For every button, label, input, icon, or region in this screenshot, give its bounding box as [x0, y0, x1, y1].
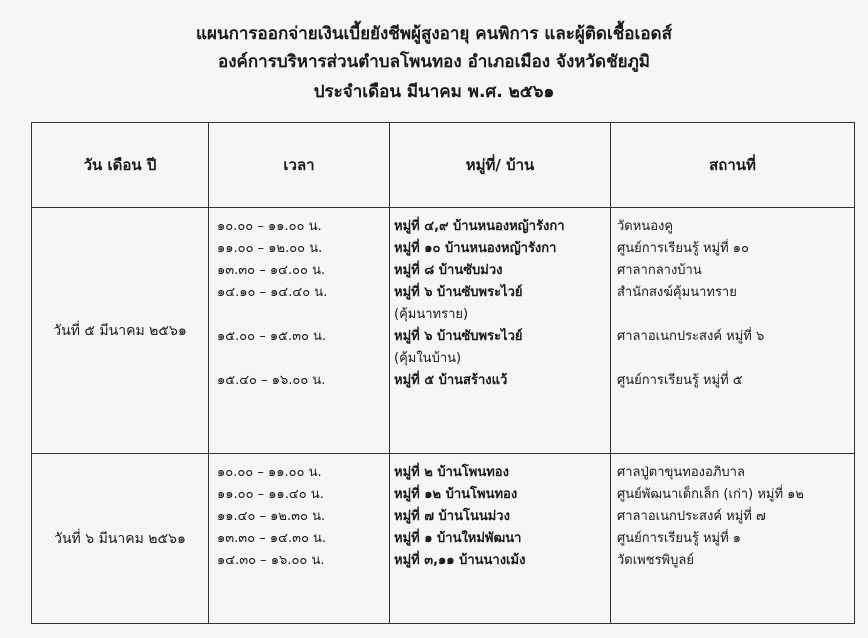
- place-cell: [611, 208, 855, 454]
- village-cell: [390, 454, 611, 624]
- village-text: หมู่ที่ ๕ บ้านสร้างแว้: [394, 373, 508, 388]
- village-entry: [394, 462, 610, 484]
- time-entry: ๑๐.๐๐ – ๑๑.๐๐ น.: [217, 465, 322, 480]
- time-entry: ๑๕.๔๐ – ๑๖.๐๐ น.: [217, 373, 326, 388]
- time-cell: [209, 454, 390, 624]
- time-entry: ๑๑.๐๐ – ๑๑.๔๐ น.: [217, 487, 324, 502]
- village-entry: [394, 506, 610, 528]
- village-text: หมู่ที่ ๔,๙ บ้านหนองหญ้ารังกา: [394, 219, 565, 234]
- village-note: (คุ้มในบ้าน): [394, 351, 462, 366]
- time-entry: ๑๑.๔๐ – ๑๒.๓๐ น.: [217, 509, 326, 524]
- village-entry: [394, 528, 610, 550]
- village-entry: [394, 370, 610, 392]
- village-entry: [394, 238, 610, 260]
- time-entry: ๑๐.๐๐ – ๑๑.๐๐ น.: [217, 219, 322, 234]
- village-entry: [394, 326, 610, 348]
- date-cell: วันที่ ๕ มีนาคม ๒๕๖๑: [32, 208, 209, 454]
- village-note: (คุ้มนาทราย): [394, 307, 469, 322]
- village-entry: [394, 216, 610, 238]
- place-entry: วัดเพชรพิบูลย์: [617, 553, 694, 568]
- place-entry: ศูนย์พัฒนาเด็กเล็ก (เก่า) หมู่ที่ ๑๒: [617, 487, 804, 502]
- village-entry: [394, 484, 610, 506]
- place-entry: ศาลาอเนกประสงค์ หมู่ที่ ๖: [617, 329, 765, 344]
- document-title: แผนการออกจ่ายเงินเบี้ยยังชีพผู้สูงอายุ คนพิการ และผู้ติดเชื้อเอดส์: [196, 24, 672, 44]
- place-cell: [611, 454, 855, 624]
- place-entry: ศูนย์การเรียนรู้ หมู่ที่ ๑๐: [617, 241, 749, 256]
- village-text: หมู่ที่ ๖ บ้านซับพระไวย์: [394, 285, 523, 300]
- header-place: สถานที่: [611, 123, 855, 208]
- village-entry: [394, 260, 610, 282]
- village-text: หมู่ที่ ๗ บ้านโนนม่วง: [394, 509, 510, 524]
- organization-line: องค์การบริหารส่วนตำบลโพนทอง อำเภอเมือง จังหวัดชัยภูมิ: [218, 52, 650, 72]
- month-line: ประจำเดือน มีนาคม พ.ศ. ๒๕๖๑: [313, 82, 555, 102]
- place-entry: สำนักสงฆ์คุ้มนาทราย: [617, 285, 737, 300]
- place-entry: วัดหนองคู: [617, 219, 674, 234]
- place-entry: ศาลาอเนกประสงค์ หมู่ที่ ๗: [617, 509, 766, 524]
- place-entry: ศาลปู่ตาขุนทองอภิบาล: [617, 465, 745, 480]
- village-entry: [394, 550, 610, 572]
- place-entry: ศูนย์การเรียนรู้ หมู่ที่ ๕: [617, 373, 743, 388]
- header-village: หมู่ที่/ บ้าน: [390, 123, 611, 208]
- header-row: [32, 123, 855, 208]
- time-entry: ๑๕.๐๐ – ๑๕.๓๐ น.: [217, 329, 327, 344]
- time-entry: ๑๓.๓๐ – ๑๔.๐๐ น.: [217, 263, 326, 278]
- village-text: หมู่ที่ ๑๐ บ้านหนองหญ้ารังกา: [394, 241, 557, 256]
- village-text: หมู่ที่ ๓,๑๑ บ้านนางเม้ง: [394, 553, 526, 568]
- time-entry: ๑๓.๓๐ – ๑๔.๓๐ น.: [217, 531, 327, 546]
- time-entry: ๑๔.๑๐ – ๑๔.๔๐ น.: [217, 285, 328, 300]
- village-text: หมู่ที่ ๖ บ้านซับพระไวย์: [394, 329, 523, 344]
- village-text: หมู่ที่ ๒ บ้านโพนทอง: [394, 465, 509, 480]
- time-entry: ๑๔.๓๐ – ๑๖.๐๐ น.: [217, 553, 325, 568]
- village-text: หมู่ที่ ๑๒ บ้านโพนทอง: [394, 487, 518, 502]
- table-row: [32, 454, 855, 624]
- village-entry: [394, 282, 610, 304]
- header-date: วัน เดือน ปี: [32, 123, 209, 208]
- table-row: [32, 208, 855, 454]
- village-cell: [390, 208, 611, 454]
- schedule-table: [31, 122, 855, 624]
- village-text: หมู่ที่ ๘ บ้านซับม่วง: [394, 263, 503, 278]
- time-entry: ๑๑.๐๐ – ๑๒.๐๐ น.: [217, 241, 323, 256]
- place-entry: ศาลากลางบ้าน: [617, 263, 702, 278]
- header-time: เวลา: [209, 123, 390, 208]
- time-cell: [209, 208, 390, 454]
- village-text: หมู่ที่ ๑ บ้านใหม่พัฒนา: [394, 531, 522, 546]
- place-entry: ศูนย์การเรียนรู้ หมู่ที่ ๑: [617, 531, 742, 546]
- date-cell: วันที่ ๖ มีนาคม ๒๕๖๑: [32, 454, 209, 624]
